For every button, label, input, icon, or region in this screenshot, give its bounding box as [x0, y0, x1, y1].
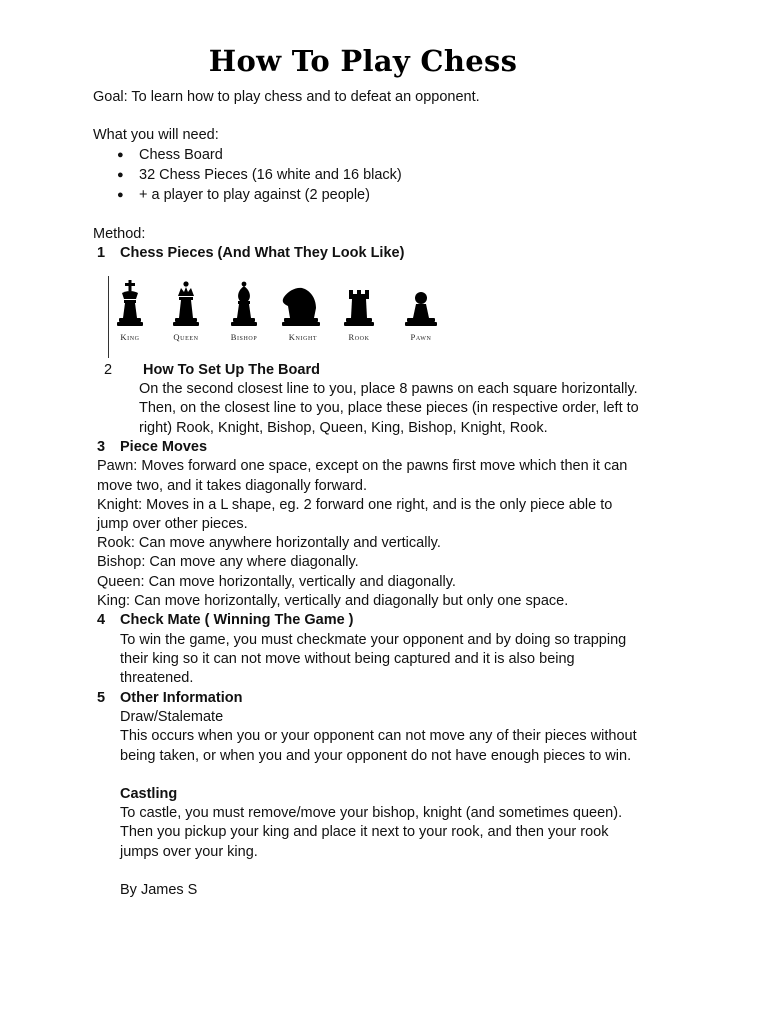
piece-label-rook: Rook: [348, 332, 370, 342]
queen-icon: [173, 281, 199, 326]
bullet-dot: ●: [117, 149, 124, 161]
body-line: King: Can move horizontally, vertically and diagonally but only one space.: [97, 593, 569, 609]
body-line: On the second closest line to you, place 8 pawns on each square horizontally.: [139, 381, 638, 397]
pawn-icon: [405, 292, 437, 326]
section-heading: Other Information: [120, 690, 243, 706]
bullet-dot: ●: [117, 189, 124, 201]
body-line: Draw/Stalemate: [120, 709, 224, 725]
section-number: 4: [97, 612, 106, 628]
page-title: How To Play Chess: [208, 44, 518, 78]
section-heading: Piece Moves: [120, 439, 208, 455]
section-heading: How To Set Up The Board: [143, 362, 320, 378]
body-line: To castle, you must remove/move your bishop, knight (and sometimes queen).: [120, 805, 623, 821]
body-line: Knight: Moves in a L shape, eg. 2 forward one right, and is the only piece able to: [97, 497, 613, 513]
piece-label-bishop: Bishop: [230, 332, 258, 342]
need-item: 32 Chess Pieces (16 white and 16 black): [139, 167, 402, 183]
body-line: jump over other pieces.: [97, 516, 248, 532]
byline: By James S: [120, 882, 198, 898]
body-line: Then, on the closest line to you, place these pieces (in respective order, left to: [139, 400, 639, 416]
chess-pieces-illustration: [104, 272, 444, 358]
body-line: Pawn: Moves forward one space, except on the pawns first move which then it can: [97, 458, 628, 474]
section-number: 5: [97, 690, 106, 706]
body-line: Queen: Can move horizontally, vertically and diagonally.: [97, 574, 456, 590]
piece-label-pawn: Pawn: [410, 332, 432, 342]
section-number: 3: [97, 439, 106, 455]
need-item: Chess Board: [139, 147, 223, 163]
body-line: being taken, or when you and your opponent do not have enough pieces to win.: [120, 748, 632, 764]
body-line: Then you pickup your king and place it next to your rook, and then your rook: [120, 824, 609, 840]
body-line: their king so it can not move without being captured and it is also being: [120, 651, 575, 667]
need-heading: What you will need:: [93, 127, 219, 143]
rook-icon: [344, 290, 374, 326]
chess-pieces-graphic: [104, 272, 444, 332]
body-line: threatened.: [120, 670, 194, 686]
body-line: To win the game, you must checkmate your opponent and by doing so trapping: [120, 632, 627, 648]
need-item: + a player to play against (2 people): [139, 187, 370, 203]
castling-heading: Castling: [120, 786, 178, 802]
method-heading: Method:: [93, 226, 146, 242]
bullet-dot: ●: [117, 169, 124, 181]
bishop-icon: [231, 282, 257, 326]
piece-label-queen: Queen: [173, 332, 199, 342]
body-line: Bishop: Can move any where diagonally.: [97, 554, 359, 570]
piece-label-knight: Knight: [288, 332, 318, 342]
body-line: This occurs when you or your opponent can not move any of their pieces without: [120, 728, 637, 744]
body-line: jumps over your king.: [120, 844, 258, 860]
piece-label-king: King: [120, 332, 140, 342]
body-line: right) Rook, Knight, Bishop, Queen, King, Bishop, Knight, Rook.: [139, 420, 548, 436]
section-heading: Chess Pieces (And What They Look Like): [120, 245, 405, 261]
section-heading: Check Mate ( Winning The Game ): [120, 612, 354, 628]
knight-icon: [282, 288, 320, 326]
section-number: 2: [104, 362, 113, 378]
body-line: Rook: Can move anywhere horizontally and vertically.: [97, 535, 441, 551]
goal-text: Goal: To learn how to play chess and to defeat an opponent.: [93, 89, 480, 105]
body-line: move two, and it takes diagonally forward.: [97, 478, 367, 494]
king-icon: [117, 280, 143, 326]
section-number: 1: [97, 245, 106, 261]
